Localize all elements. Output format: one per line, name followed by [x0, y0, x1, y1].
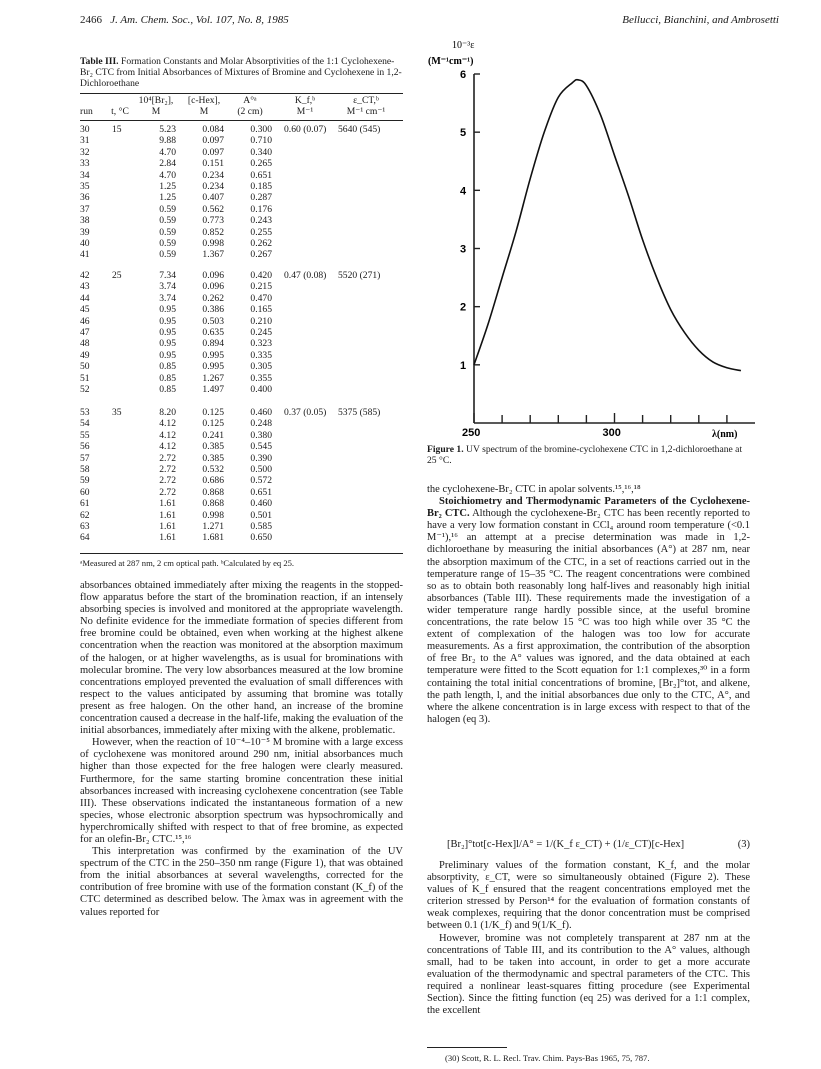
col-eps-unit: M⁻¹ cm⁻¹ — [346, 106, 386, 117]
table-row — [80, 350, 403, 361]
cell-bromine: 3.74 — [159, 281, 176, 293]
cell-cyclohexene: 0.868 — [202, 498, 224, 510]
cell-bromine: 0.59 — [159, 203, 176, 215]
col-kf-unit: M⁻¹ — [296, 106, 314, 117]
cell-bromine: 2.72 — [159, 452, 176, 464]
cell-run: 44 — [80, 292, 90, 304]
paragraph: absorbances obtained immediately after mixing the reagents in the stopped-flow apparatus before the start of the bromination reaction, if an intensely absorbing species is involved and monitored at the appropriate wavelength. No definite evidence for the immediate formation of species different from free bromine could be obtained, even when working at the highest alkene concentration when the reaction was monitored at the absorption maximum of the halogen, or at higher wavelengths, as is usual for brominations with molecular bromine. The very low absorbances measured at the low bromine concentrations employed prevented the evaluation of small differences with respect to the values anticipated by assuming that bromine was totally present as free halogen. On the other hand, an increase of the bromine concentration caused a decrease in the half-life, making the evaluation of the initial absorbances, immediately after mixing with the alkene, problematic. — [80, 580, 403, 737]
cell-cyclohexene: 0.686 — [202, 475, 224, 487]
cell-absorbance: 0.340 — [250, 146, 272, 158]
cell-cyclohexene: 0.097 — [202, 146, 224, 158]
cell-run: 40 — [80, 238, 90, 249]
table-row — [80, 510, 403, 521]
cell-run: 39 — [80, 226, 90, 238]
table-row — [80, 215, 403, 226]
cell-run: 51 — [80, 372, 90, 384]
figure-label: Figure 1. — [427, 444, 464, 455]
cell-bromine: 2.84 — [159, 158, 176, 170]
table-row — [80, 521, 403, 532]
cell-bromine: 1.25 — [159, 192, 176, 204]
cell-absorbance: 0.245 — [250, 327, 272, 338]
cell-absorbance: 0.210 — [250, 315, 272, 327]
cell-cyclohexene: 0.241 — [202, 429, 224, 441]
section-heading: Stoichiometry and Thermodynamic Parameters of the Cyclohexene-Br₂ CTC. — [427, 496, 750, 520]
cell-bromine: 1.61 — [159, 521, 176, 532]
cell-absorbance: 0.460 — [250, 407, 272, 418]
table-row — [80, 249, 403, 260]
cell-absorbance: 0.400 — [250, 384, 272, 395]
cell-temperature: 35 — [112, 407, 122, 418]
col-a-unit: (2 cm) — [237, 106, 263, 117]
cell-epsilon: 5640 (545) — [338, 124, 381, 135]
cell-cyclohexene: 0.635 — [202, 327, 224, 338]
cell-cyclohexene: 0.151 — [202, 158, 224, 170]
col-run: run — [80, 106, 93, 117]
cell-cyclohexene: 0.385 — [202, 441, 224, 453]
cell-absorbance: 0.265 — [250, 158, 272, 170]
cell-bromine: 1.25 — [159, 181, 176, 192]
cell-absorbance: 0.572 — [250, 475, 272, 487]
cell-run: 43 — [80, 281, 90, 293]
paragraph: This interpretation was confirmed by the examination of the UV spectrum of the CTC in the 250–350 nm range (Figure 1), that was obtained from the initial absorbances at several wavelengths, corrected for the contribution of free bromine with use of the formation constant (K_f) of the CTC determined as described below. The λmax was in agreement with the values reported for — [80, 846, 403, 918]
cell-cyclohexene: 0.503 — [202, 315, 224, 327]
cell-absorbance: 0.545 — [250, 441, 272, 453]
cell-bromine: 2.72 — [159, 475, 176, 487]
cell-run: 46 — [80, 315, 90, 327]
cell-run: 31 — [80, 135, 90, 147]
cell-run: 52 — [80, 384, 90, 395]
cell-cyclohexene: 0.262 — [202, 292, 224, 304]
table-row — [80, 418, 403, 429]
figure-1-chart — [420, 30, 760, 440]
table-row — [80, 204, 403, 215]
cell-bromine: 0.95 — [159, 338, 176, 350]
cell-bromine: 0.59 — [159, 215, 176, 227]
cell-run: 34 — [80, 169, 90, 181]
table-row — [80, 181, 403, 192]
cell-bromine: 0.85 — [159, 384, 176, 395]
cell-cyclohexene: 1.681 — [202, 532, 224, 544]
cell-absorbance: 0.287 — [250, 192, 272, 204]
cell-absorbance: 0.355 — [250, 372, 272, 384]
table-row — [80, 327, 403, 338]
table-row — [80, 227, 403, 238]
cell-absorbance: 0.585 — [250, 521, 272, 532]
spectrum-line — [474, 80, 741, 371]
cell-bromine: 9.88 — [159, 135, 176, 147]
paragraph: However, bromine was not completely transparent at 287 nm at the concentrations of Table III, and its contribution to the A° values, although small, had to be taken into account, in order to get a more accurate evaluation of the thermodynamic and spectral parameters of the CTC. This required a nonlinear least-squares fitting procedure (see Experimental Section). Since the fitting function (eq 25) was derived for a 1:1 complex, the excellent — [427, 932, 750, 1017]
cell-bromine: 4.12 — [159, 429, 176, 441]
cell-bromine: 4.12 — [159, 418, 176, 430]
cell-cyclohexene: 0.097 — [202, 135, 224, 147]
y-ticks — [460, 69, 480, 372]
cell-absorbance: 0.651 — [250, 486, 272, 498]
author-line: Bellucci, Bianchini, and Ambrosetti — [622, 14, 779, 26]
cell-absorbance: 0.176 — [250, 203, 272, 215]
cell-bromine: 4.12 — [159, 441, 176, 453]
y-tick-label: 2 — [460, 301, 467, 314]
cell-run: 59 — [80, 475, 90, 487]
cell-run: 63 — [80, 521, 90, 532]
cell-absorbance: 0.501 — [250, 509, 272, 521]
cell-absorbance: 0.650 — [250, 532, 272, 544]
cell-cyclohexene: 0.386 — [202, 304, 224, 316]
col-kf-top: K_f,ᵇ — [294, 95, 316, 106]
cell-absorbance: 0.335 — [250, 349, 272, 361]
cell-run: 42 — [80, 270, 90, 281]
cell-run: 54 — [80, 418, 90, 430]
cell-cyclohexene: 0.995 — [202, 361, 224, 373]
table-header-rule — [80, 120, 403, 121]
cell-cyclohexene: 0.096 — [202, 270, 224, 281]
col-hex-unit: M — [199, 106, 209, 117]
cell-absorbance: 0.380 — [250, 429, 272, 441]
cell-run: 41 — [80, 249, 90, 261]
cell-cyclohexene: 0.125 — [202, 418, 224, 430]
cell-bromine: 4.70 — [159, 169, 176, 181]
col-br-unit: M — [151, 106, 161, 117]
cell-temperature: 25 — [112, 270, 122, 281]
cell-kf: 0.37 (0.05) — [284, 407, 327, 418]
cell-bromine: 4.70 — [159, 146, 176, 158]
table-bottom-rule — [80, 553, 403, 554]
x-unit: λ(nm) — [712, 429, 738, 440]
cell-bromine: 1.61 — [159, 532, 176, 544]
right-column-text-2 — [427, 860, 750, 1017]
page-number: 2466 — [80, 14, 102, 26]
journal-citation: J. Am. Chem. Soc., Vol. 107, No. 8, 1985 — [110, 14, 289, 26]
cell-absorbance: 0.243 — [250, 215, 272, 227]
section-text: Although the cyclohexene-Br₂ CTC has been recently reported to have a very low formation constant in CCl₄ around room temperature (<0.1 M⁻¹),¹⁶ an attempt at a precise determination was made in 1,2-dichloroethane by measuring the initial absorbances (A°) at 287 nm, near the absorption maximum of the CTC, in a set of reactions carried out in the temperature range of 15–35 °C. The reagent concentrations were combined so as to obtain both reasonably long half-lives and reasonably high initial absorbances (Table III). These requirements made the investigation of a wider temperature range hardly possible since, at the useful bromine concentrations, the rate below 15 °C was too high while over 35 °C the extent of complexation of the halogen was too low for accurate measurements. As a first approximation, the contribution of the absorption of free Br₂ to the A° values was ignored, and the data obtained at each temperature were fitted to the Scott equation for 1:1 complexes,³⁰ in a form containing the total initial concentrations of bromine, [Br₂]°tot, and alkene, the path length, l, and the initial absorbances due only to the CTC, A°, and where the alkene concentration is in large excess with respect to that of the halogen (eq 3). — [427, 508, 750, 725]
cell-cyclohexene: 0.234 — [202, 181, 224, 192]
cell-bromine: 2.72 — [159, 486, 176, 498]
table-row — [80, 192, 403, 203]
cell-absorbance: 0.390 — [250, 452, 272, 464]
table-row — [80, 361, 403, 372]
cell-run: 58 — [80, 464, 90, 475]
cell-bromine: 3.74 — [159, 292, 176, 304]
table-label: Table III. — [80, 56, 119, 67]
cell-absorbance: 0.215 — [250, 281, 272, 293]
cell-cyclohexene: 0.562 — [202, 203, 224, 215]
cell-run: 57 — [80, 452, 90, 464]
cell-bromine: 0.85 — [159, 372, 176, 384]
cell-bromine: 0.95 — [159, 327, 176, 338]
cell-kf: 0.47 (0.08) — [284, 270, 327, 281]
footnote: (30) Scott, R. L. Recl. Trav. Chim. Pays-Bas 1965, 75, 787. — [445, 1053, 650, 1063]
table-row — [80, 373, 403, 384]
cell-cyclohexene: 1.267 — [202, 372, 224, 384]
cell-cyclohexene: 0.998 — [202, 238, 224, 249]
table-row — [80, 316, 403, 327]
table-row — [80, 293, 403, 304]
cell-bromine: 0.59 — [159, 238, 176, 249]
cell-cyclohexene: 0.096 — [202, 281, 224, 293]
y-tick-label: 4 — [460, 185, 467, 198]
table-row — [80, 487, 403, 498]
table-row — [80, 170, 403, 181]
cell-cyclohexene: 0.407 — [202, 192, 224, 204]
paragraph: the cyclohexene-Br₂ CTC in apolar solvents.¹⁵,¹⁶,¹⁸ — [427, 484, 641, 495]
cell-cyclohexene: 0.773 — [202, 215, 224, 227]
cell-temperature: 15 — [112, 124, 122, 135]
table-footnote: ᵃMeasured at 287 nm, 2 cm optical path. ᵇCalculated by eq 25. — [80, 558, 295, 568]
cell-cyclohexene: 0.998 — [202, 509, 224, 521]
table-row — [80, 532, 403, 543]
cell-run: 61 — [80, 498, 90, 510]
cell-run: 48 — [80, 338, 90, 350]
cell-cyclohexene: 0.084 — [202, 124, 224, 135]
cell-run: 49 — [80, 349, 90, 361]
cell-cyclohexene: 1.271 — [202, 521, 224, 532]
cell-absorbance: 0.500 — [250, 464, 272, 475]
cell-cyclohexene: 1.367 — [202, 249, 224, 261]
cell-cyclohexene: 0.868 — [202, 486, 224, 498]
table-row — [80, 304, 403, 315]
cell-absorbance: 0.420 — [250, 270, 272, 281]
col-t: t, °C — [111, 106, 129, 117]
table-row — [80, 238, 403, 249]
cell-run: 53 — [80, 407, 90, 418]
cell-run: 37 — [80, 203, 90, 215]
cell-epsilon: 5520 (271) — [338, 270, 381, 281]
table-row — [80, 281, 403, 292]
cell-bromine: 7.34 — [159, 270, 176, 281]
cell-absorbance: 0.185 — [250, 181, 272, 192]
cell-bromine: 5.23 — [159, 124, 176, 135]
table-row — [80, 430, 403, 441]
cell-run: 60 — [80, 486, 90, 498]
paragraph: However, when the reaction of 10⁻⁴–10⁻⁵ M bromine with a large excess of cyclohexene was monitored around 290 nm, initial absorbances much higher than those expected for the free halogen were clearly measured. Furthermore, for the same starting bromine concentration these initial absorbances increased with increasing cyclohexene concentration (see Table III). These observations indicated the instantaneous formation of a new species, whose electronic absorption spectrum was hypsochromically and hyperchromically shifted with respect to that of free bromine, as expected for an olefin-Br₂ CTC.¹⁵,¹⁶ — [80, 737, 403, 845]
x-tick-label: 250 — [462, 427, 481, 439]
x-tick-label: 300 — [602, 427, 621, 439]
col-hex-top: [c-Hex], — [187, 95, 221, 106]
table-row — [80, 441, 403, 452]
cell-cyclohexene: 1.497 — [202, 384, 224, 395]
cell-absorbance: 0.248 — [250, 418, 272, 430]
table-row — [80, 135, 403, 146]
running-header-left — [80, 14, 289, 26]
cell-cyclohexene: 0.125 — [202, 407, 224, 418]
y-unit-top: 10⁻³ε — [452, 40, 475, 51]
table-row — [80, 384, 403, 395]
figure-caption — [427, 444, 750, 466]
table-row — [80, 124, 403, 135]
cell-cyclohexene: 0.234 — [202, 169, 224, 181]
y-tick-label: 5 — [460, 127, 467, 140]
cell-bromine: 1.61 — [159, 498, 176, 510]
cell-bromine: 1.61 — [159, 509, 176, 521]
cell-absorbance: 0.255 — [250, 226, 272, 238]
left-column-text — [80, 580, 403, 919]
cell-bromine: 0.95 — [159, 315, 176, 327]
cell-absorbance: 0.267 — [250, 249, 272, 261]
cell-absorbance: 0.651 — [250, 169, 272, 181]
cell-cyclohexene: 0.894 — [202, 338, 224, 350]
x-ticks — [462, 413, 727, 439]
cell-run: 64 — [80, 532, 90, 544]
equation-body: [Br₂]°tot[c-Hex]l/A° = 1/(K_f ε_CT) + (1/ε_CT)[c-Hex] — [447, 839, 685, 850]
right-column-text — [427, 484, 750, 726]
cell-run: 32 — [80, 146, 90, 158]
table-row — [80, 158, 403, 169]
cell-run: 38 — [80, 215, 90, 227]
equation-number: (3) — [737, 839, 750, 850]
y-unit-bottom: (M⁻¹cm⁻¹) — [428, 56, 474, 67]
cell-absorbance: 0.165 — [250, 304, 272, 316]
cell-absorbance: 0.710 — [250, 135, 272, 147]
table-row — [80, 498, 403, 509]
paragraph: Preliminary values of the formation constant, K_f, and the molar absorptivity, ε_CT, were so simultaneously obtained (Figure 2). These values of K_f ensured that the reagent concentrations employed met the criterion stressed by Person¹⁴ for the evaluation of formation constants of weak complexes, requiring that the donor concentration must be comprised between 0.1 (1/K_f) and 9(1/K_f). — [427, 860, 750, 932]
cell-run: 33 — [80, 158, 90, 170]
cell-cyclohexene: 0.532 — [202, 464, 224, 475]
col-br-top: 10⁴[Br₂], — [138, 95, 174, 106]
cell-bromine: 0.59 — [159, 249, 176, 261]
table-row — [80, 475, 403, 486]
cell-run: 55 — [80, 429, 90, 441]
cell-bromine: 0.95 — [159, 304, 176, 316]
cell-run: 50 — [80, 361, 90, 373]
cell-cyclohexene: 0.995 — [202, 349, 224, 361]
cell-absorbance: 0.470 — [250, 292, 272, 304]
y-tick-label: 3 — [460, 243, 467, 256]
col-eps-top: ε_CT,ᵇ — [353, 95, 379, 106]
y-tick-label: 1 — [460, 359, 467, 372]
cell-absorbance: 0.460 — [250, 498, 272, 510]
cell-absorbance: 0.300 — [250, 124, 272, 135]
cell-run: 35 — [80, 181, 90, 192]
cell-run: 36 — [80, 192, 90, 204]
cell-run: 45 — [80, 304, 90, 316]
col-a-top: A°ᵃ — [243, 95, 257, 106]
cell-run: 47 — [80, 327, 90, 338]
cell-epsilon: 5375 (585) — [338, 407, 381, 418]
cell-bromine: 0.59 — [159, 226, 176, 238]
cell-run: 62 — [80, 509, 90, 521]
cell-cyclohexene: 0.852 — [202, 226, 224, 238]
table-row — [80, 338, 403, 349]
cell-absorbance: 0.305 — [250, 361, 272, 373]
table-row — [80, 453, 403, 464]
cell-bromine: 8.20 — [159, 407, 176, 418]
cell-bromine: 2.72 — [159, 464, 176, 475]
cell-bromine: 0.95 — [159, 349, 176, 361]
cell-run: 30 — [80, 124, 90, 135]
cell-kf: 0.60 (0.07) — [284, 124, 327, 135]
cell-cyclohexene: 0.385 — [202, 452, 224, 464]
table-row — [80, 464, 403, 475]
table-caption-text: Formation Constants and Molar Absorptivities of the 1:1 Cyclohexene-Br₂ CTC from Initial Absorbances of Mixtures of Bromine and Cyclohexene in 1,2-Dichloroethane — [80, 56, 402, 90]
table-row — [80, 147, 403, 158]
figure-caption-text: UV spectrum of the bromine-cyclohexene CTC in 1,2-dichloroethane at 25 °C. — [427, 444, 743, 467]
paragraph — [427, 496, 750, 726]
cell-bromine: 0.85 — [159, 361, 176, 373]
table-top-rule — [80, 93, 403, 94]
cell-run: 56 — [80, 441, 90, 453]
footnote-rule — [427, 1047, 507, 1048]
cell-absorbance: 0.262 — [250, 238, 272, 249]
table-row — [80, 407, 403, 418]
table-row — [80, 270, 403, 281]
table-caption — [80, 56, 403, 90]
y-tick-label: 6 — [460, 69, 467, 81]
cell-absorbance: 0.323 — [250, 338, 272, 350]
